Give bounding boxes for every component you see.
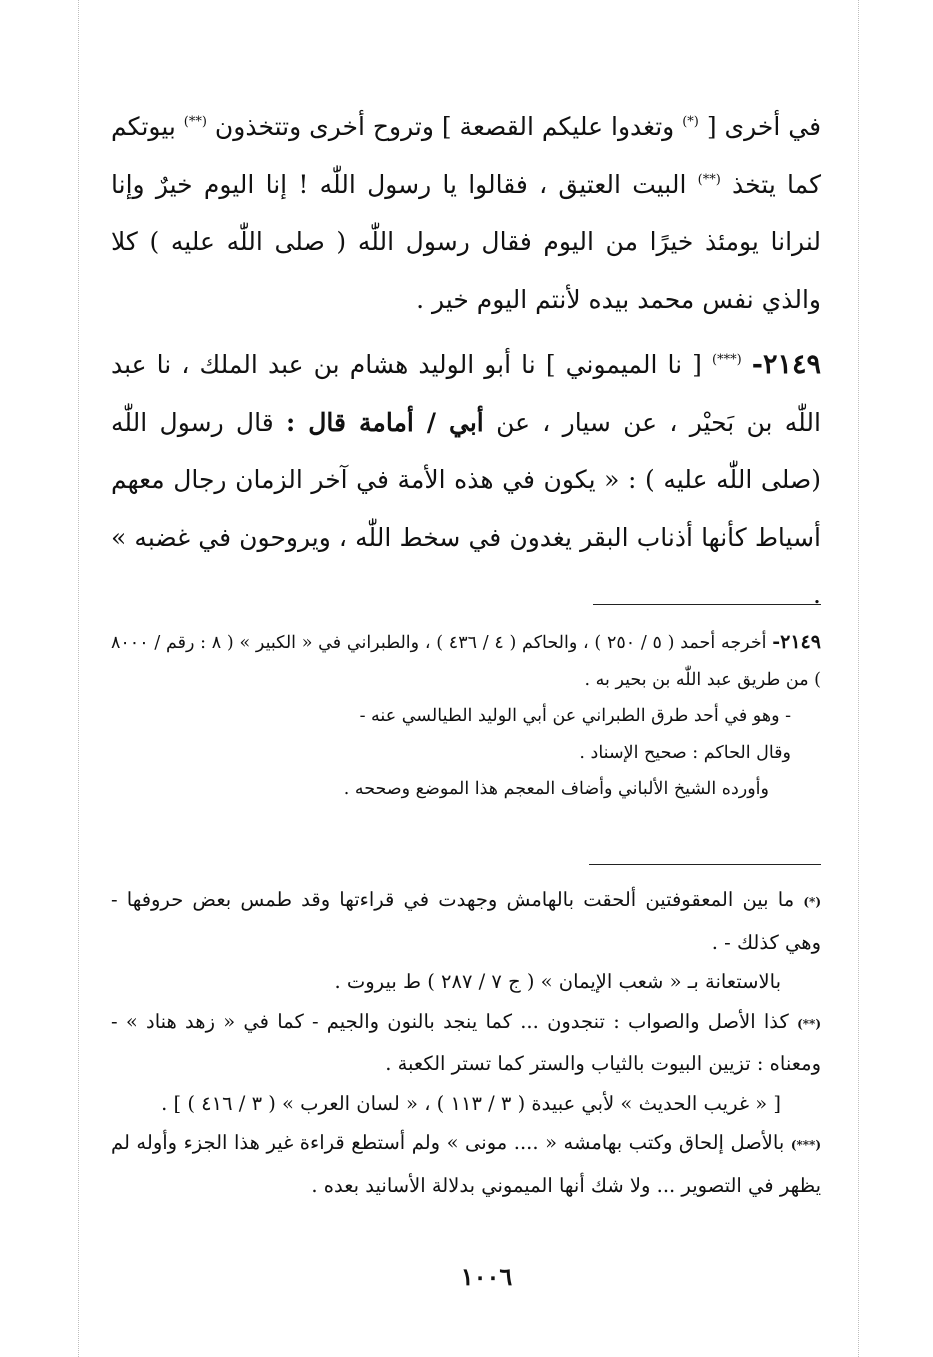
footnote-separator-rule [593,604,821,605]
text-run: بالاستعانة بـ « شعب الإيمان » ( ج ٧ / ٢٨٧ ) ط بيروت . [334,970,781,993]
footnote-1 [111,880,821,962]
text-run: - وهو في أحد طرق الطبراني عن أبي الوليد الطيالسي عنه - [359,706,791,726]
footnote-2-continuation [111,1084,821,1124]
footnote-separator-rule [589,864,821,865]
text-run: ما بين المعقوفتين ألحقت بالهامش وجهدت في قراءتها وقد طمس بعض حروفها - وهي كذلك - . [111,888,821,954]
text-run: وأورده الشيخ الألباني وأضاف المعجم هذا الموضع وصححه . [343,779,769,799]
text-run: البيت العتيق ، فقالوا يا رسول اللّٰه ! إنا اليوم خيرٌ وإنا لنرانا يومئذ خيرًا من اليوم فقال رسول اللّٰه ( صلى اللّٰه عليه ) كلا والذي نفس محمد بيده لأنتم اليوم خير . [111,169,821,314]
editor-footnotes [111,880,821,1205]
text-run: وقال الحاكم : صحيح الإسناد . [579,742,791,763]
hadith-2149-paragraph [111,336,821,624]
main-text [111,98,821,624]
hadith-number: ٢١٤٩- [772,631,821,653]
footnote-ref: (*) [682,114,699,130]
takhrij-line [111,771,821,808]
hadith-continuation-paragraph [111,98,821,328]
text-run: بيوتكم كما يتخذ [111,112,821,199]
footnote-1-continuation [111,962,821,1002]
takhrij-line [111,624,821,698]
footnote-marker: (*) [803,895,821,909]
footnote-marker: (***) [790,1138,821,1152]
page-number: ١٠٠٦ [460,1262,513,1291]
text-run: [ نا الميموني ] نا أبو الوليد هشام بن عبد الملك ، نا عبد اللّٰه بن بَحيْر ، عن سيار ، عن [111,350,821,437]
text-run: قال رسول اللّٰه (صلى اللّٰه عليه ) : « يكون في هذه الأمة في آخر الزمان رجال معهم أسياط كأنها أذناب البقر يغدون في سخط اللّٰه ، ويروحون في غضبه » . [111,407,821,609]
text-run: وتغدوا عليكم القصعة ] وتروح أخرى وتتخذون [214,112,675,141]
takhrij-line [111,735,821,772]
text-run: [ « غريب الحديث » لأبي عبيدة ( ٣ / ١١٣ ) ، « لسان العرب » ( ٣ / ٤١٦ ) ] . [161,1091,781,1115]
binding-dotted-line-right [858,0,859,1357]
footnote-ref: (***) [712,352,742,368]
hadith-number: ٢١٤٩- [751,349,821,380]
narrator-name: أبي / أمامة قال : [285,407,484,437]
text-run: في أخرى [ [706,112,822,141]
text-run: كذا الأصل والصواب : تنجدون ... كما ينجد بالنون والجيم - كما في « زهد هناد » - ومعناه : تزيين البيوت بالثياب والستر كما تستر الكعبة . [111,1009,821,1075]
text-run: أخرجه أحمد ( ٥ / ٢٥٠ ) ، والحاكم ( ٤ / ٤٣٦ ) ، والطبراني في « الكبير » ( ٨ : رقم / ٨٠٠٠ ) من طريق عبد اللّٰه بن بحير به . [111,633,821,690]
footnote-2 [111,1002,821,1084]
binding-dotted-line-left [78,0,79,1357]
footnote-ref: (**) [183,114,207,130]
text-run: بالأصل إلحاق وكتب بهامشه « .... مونى » ولم أستطع قراءة غير هذا الجزء وأوله لم يظهر في التصوير ... ولا شك أنها الميموني بدلالة الأسانيد بعده . [111,1131,821,1197]
footnote-3 [111,1123,821,1205]
takhrij-notes [111,624,821,808]
footnote-marker: (**) [797,1016,821,1031]
footnote-ref: (**) [697,172,721,188]
takhrij-line [111,698,821,735]
